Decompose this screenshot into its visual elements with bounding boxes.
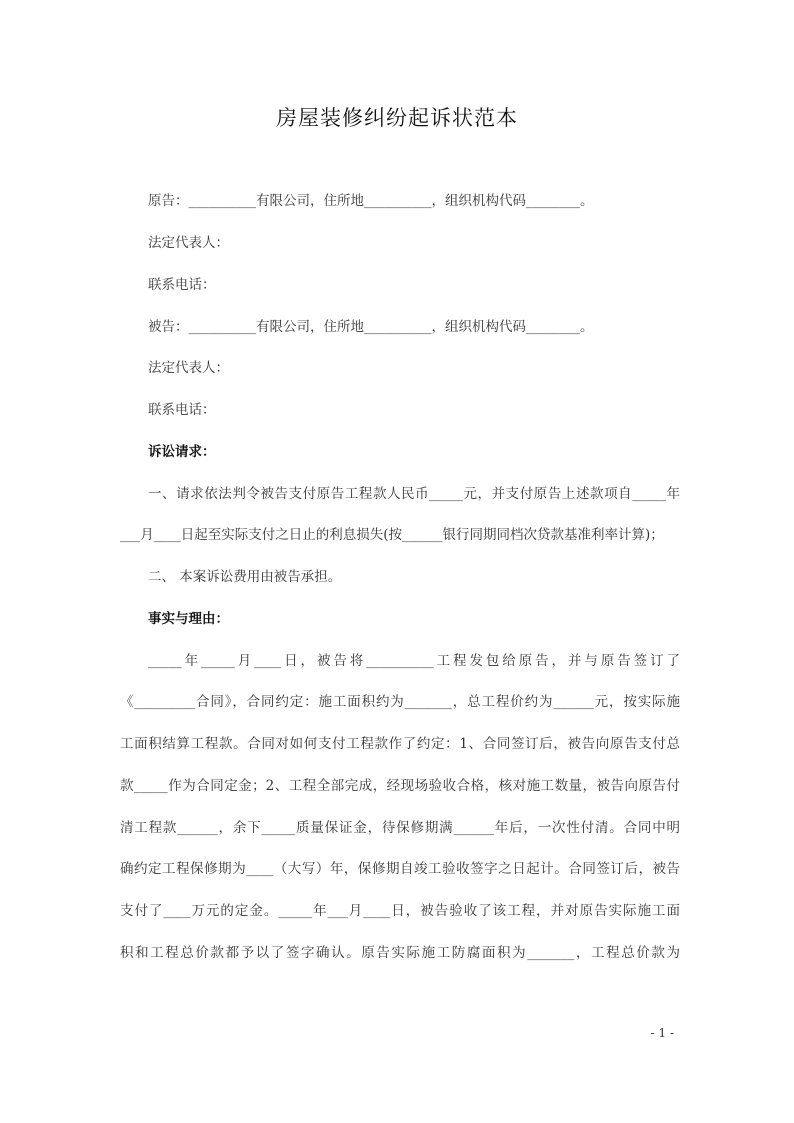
claims-heading: 诉讼请求： xyxy=(148,444,216,460)
plaintiff-phone: 联系电话： xyxy=(148,277,216,293)
defendant-legal-rep: 法定代表人： xyxy=(148,360,229,376)
facts-heading: 事实与理由： xyxy=(148,611,229,627)
facts-line-3: 工面积结算工程款。合同对如何支付工程款作了约定：1、合同签订后，被告向原告支付总 xyxy=(120,736,680,752)
facts-line-2: 《_________合同》，合同约定：施工面积约为_______，总工程价约为______元，按实际施 xyxy=(120,694,680,710)
plaintiff-legal-rep: 法定代表人： xyxy=(148,235,229,251)
defendant-line: 被告：__________有限公司，住所地__________，组织机构代码________。 xyxy=(148,319,594,335)
facts-line-1: _____年_____月____日，被告将__________工程发包给原告，并与原告签订了 xyxy=(148,653,680,669)
facts-line-5: 清工程款______，余下_____质量保证金，待保修期满______年后，一次性付清。合同中明 xyxy=(120,820,680,836)
claim-1-line-1: 一、请求依法判令被告支付原告工程款人民币_____元，并支付原告上述款项自_____年 xyxy=(148,486,680,502)
facts-line-4: 款_____作为合同定金；2、工程全部完成，经现场验收合格，核对施工数量，被告向原告付 xyxy=(120,778,680,794)
defendant-phone: 联系电话： xyxy=(148,402,216,418)
plaintiff-line: 原告：__________有限公司，住所地__________，组织机构代码________。 xyxy=(148,193,594,209)
facts-line-8: 积和工程总价款都予以了签字确认。原告实际施工防腐面积为_______，工程总价款为 xyxy=(120,945,680,961)
page-number: - 1 - xyxy=(650,1026,674,1040)
facts-line-7: 支付了____万元的定金。_____年___月____日，被告验收了该工程，并对原告实际施工面 xyxy=(120,903,680,919)
claim-2: 二、 本案诉讼费用由被告承担。 xyxy=(148,569,342,585)
document-title: 房屋装修纠纷起诉状范本 xyxy=(276,106,518,130)
facts-line-6: 确约定工程保修期为____（大写）年，保修期自竣工验收签字之日起计。合同签订后，被告 xyxy=(120,861,680,877)
claim-1-line-2: ___月____日起至实际支付之日止的利息损失(按______银行同期同档次贷款基准利率计算)； xyxy=(120,527,664,543)
